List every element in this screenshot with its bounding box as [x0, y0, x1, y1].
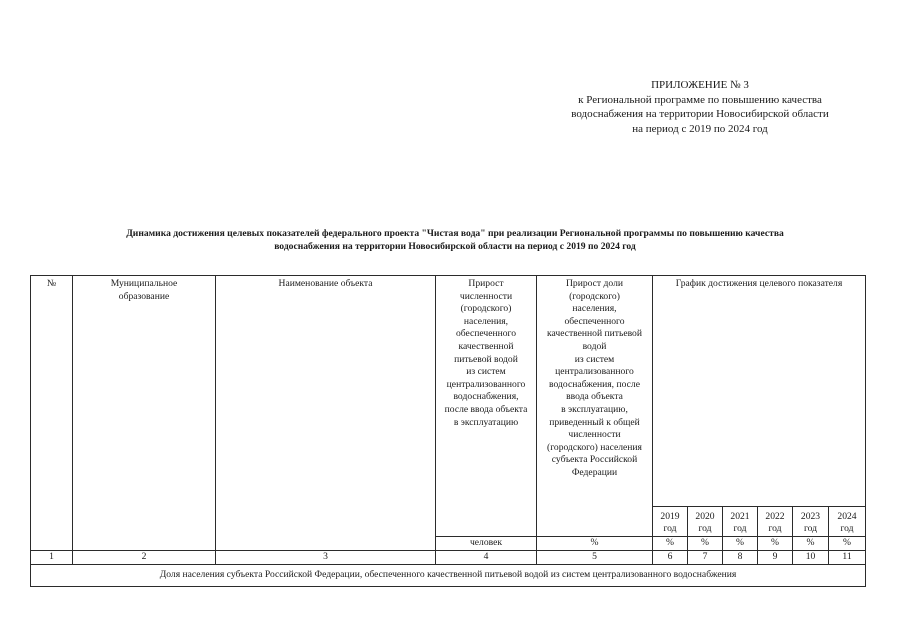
column-number: 2 [73, 551, 216, 565]
column-number: 8 [723, 551, 758, 565]
appendix-line: на период с 2019 по 2024 год [632, 122, 768, 135]
unit-percent: % [829, 537, 866, 551]
column-number: 3 [216, 551, 436, 565]
document-title-line: Динамика достижения целевых показателей федерального проекта "Чистая вода" при реализации Региональной программы по повышению качества [126, 228, 784, 239]
year-2022-header [758, 507, 793, 537]
year-label: 2023 [800, 510, 821, 522]
column-number: 10 [793, 551, 829, 565]
year-2021-header [723, 507, 758, 537]
header-growth-share: Прирост доли (городского) населения, обеспеченного качественной питьевой водой из систем централизованного водоснабжения, после ввода объекта в эксплуатацию, приведенный к общей численности (городского) населения субъекта Российской Федерации [537, 276, 653, 537]
column-number: 5 [537, 551, 653, 565]
year-label: 2024 [837, 510, 857, 522]
indicators-table [30, 275, 866, 587]
column-number: 1 [31, 551, 73, 565]
appendix-line: к Региональной программе по повышению качества [578, 93, 822, 106]
column-number: 11 [829, 551, 866, 565]
header-num: № [31, 276, 73, 551]
year-label: 2021 [730, 510, 750, 522]
column-number: 4 [436, 551, 537, 565]
year-unit: год [663, 523, 677, 535]
unit-percent: % [688, 537, 723, 551]
column-number: 6 [653, 551, 688, 565]
year-2024-header [829, 507, 866, 537]
unit-percent: % [758, 537, 793, 551]
year-label: 2019 [660, 510, 680, 522]
unit-percent: % [537, 537, 653, 551]
year-unit: год [803, 523, 818, 535]
unit-percent: % [793, 537, 829, 551]
unit-people: человек [436, 537, 537, 551]
unit-percent: % [723, 537, 758, 551]
appendix-heading [520, 78, 880, 136]
year-2020-header [688, 507, 723, 537]
document-title-line: водоснабжения на территории Новосибирской области на период с 2019 по 2024 год [274, 241, 636, 252]
column-number: 9 [758, 551, 793, 565]
header-target-schedule: График достижения целевого показателя [653, 276, 866, 507]
header-object-name: Наименование объекта [216, 276, 436, 551]
header-municipality: Муниципальное образование [73, 276, 216, 551]
appendix-number: ПРИЛОЖЕНИЕ № 3 [651, 79, 749, 91]
year-label: 2020 [695, 510, 715, 522]
section-row: Доля населения субъекта Российской Федерации, обеспеченного качественной питьевой водой из систем централизованного водоснабжения [31, 565, 866, 587]
unit-percent: % [653, 537, 688, 551]
year-unit: год [768, 523, 782, 535]
year-unit: год [698, 523, 712, 535]
year-unit: год [733, 523, 747, 535]
year-unit: год [840, 523, 854, 535]
header-growth-population: Прирост численности (городского) населения, обеспеченного качественной питьевой водой из систем централизованного водоснабжения, после ввода объекта в эксплуатацию [436, 276, 537, 537]
appendix-line: водоснабжения на территории Новосибирской области [571, 108, 829, 120]
column-numbers-row [31, 551, 866, 565]
year-2019-header [653, 507, 688, 537]
year-label: 2022 [765, 510, 785, 522]
document-title [40, 227, 870, 253]
year-2023-header [793, 507, 829, 537]
column-number: 7 [688, 551, 723, 565]
